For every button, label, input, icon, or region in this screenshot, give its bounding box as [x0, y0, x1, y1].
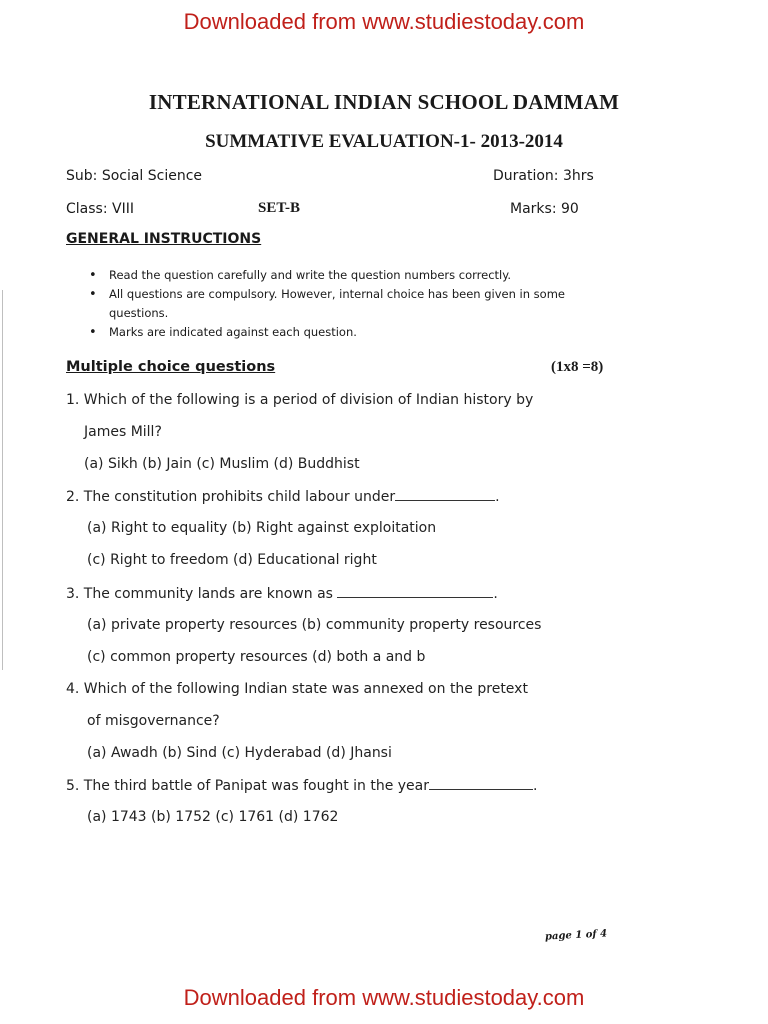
answer-blank [429, 777, 533, 790]
subject-label: Sub: Social Science [66, 168, 203, 184]
question-2-line-1 [66, 488, 500, 505]
mcq-marks: (1x8 =8) [551, 359, 604, 375]
answer-blank [395, 488, 495, 501]
question-5-line-1 [66, 777, 537, 794]
download-banner-top[interactable]: Downloaded from www.studiestoday.com [183, 9, 585, 34]
question-1-line-1: 1. Which of the following is a period of division of Indian history by [66, 392, 534, 408]
question-3-text: 3. The community lands are known as [66, 586, 338, 602]
answer-blank [337, 585, 493, 598]
page-number: page 1 of 4 [544, 928, 608, 943]
school-title: INTERNATIONAL INDIAN SCHOOL DAMMAM [148, 90, 620, 114]
question-5-text: 5. The third battle of Panipat was fought in the year [66, 778, 430, 794]
question-3-options-2: (c) common property resources (d) both a and b [87, 649, 426, 665]
general-instructions-heading: GENERAL INSTRUCTIONS [66, 231, 262, 247]
question-2-options-2: (c) Right to freedom (d) Educational right [87, 552, 377, 568]
download-banner-bottom[interactable]: Downloaded from www.studiestoday.com [183, 985, 585, 1010]
exam-title: SUMMATIVE EVALUATION-1- 2013-2014 [205, 131, 563, 152]
question-2-options-1: (a) Right to equality (b) Right against exploitation [87, 520, 437, 536]
question-2-tail: . [495, 489, 500, 505]
question-4-line-1: 4. Which of the following Indian state was annexed on the pretext [66, 681, 528, 697]
set-label: SET-B [258, 200, 300, 216]
question-3-line-1 [66, 585, 498, 602]
question-3-tail: . [493, 586, 498, 602]
question-1-options: (a) Sikh (b) Jain (c) Muslim (d) Buddhist [84, 456, 360, 472]
question-5-options: (a) 1743 (b) 1752 (c) 1761 (d) 1762 [87, 809, 339, 825]
question-2-text: 2. The constitution prohibits child labour under [66, 489, 396, 505]
question-5-tail: . [533, 778, 538, 794]
instructions-list [89, 266, 609, 342]
instruction-item: • Marks are indicated against each question. [89, 323, 609, 342]
instruction-item: • Read the question carefully and write the question numbers correctly. [89, 266, 609, 285]
question-3-options-1: (a) private property resources (b) community property resources [87, 617, 542, 633]
scan-edge-line [2, 290, 3, 670]
mcq-heading: Multiple choice questions [66, 359, 276, 375]
instruction-item: • All questions are compulsory. However, internal choice has been given in some questions. [89, 285, 609, 323]
question-1-line-2: James Mill? [84, 424, 162, 440]
question-4-line-2: of misgovernance? [87, 713, 220, 729]
duration-label: Duration: 3hrs [493, 168, 594, 184]
class-label: Class: VIII [66, 201, 134, 217]
question-4-options: (a) Awadh (b) Sind (c) Hyderabad (d) Jhansi [87, 745, 392, 761]
marks-label: Marks: 90 [510, 201, 579, 217]
